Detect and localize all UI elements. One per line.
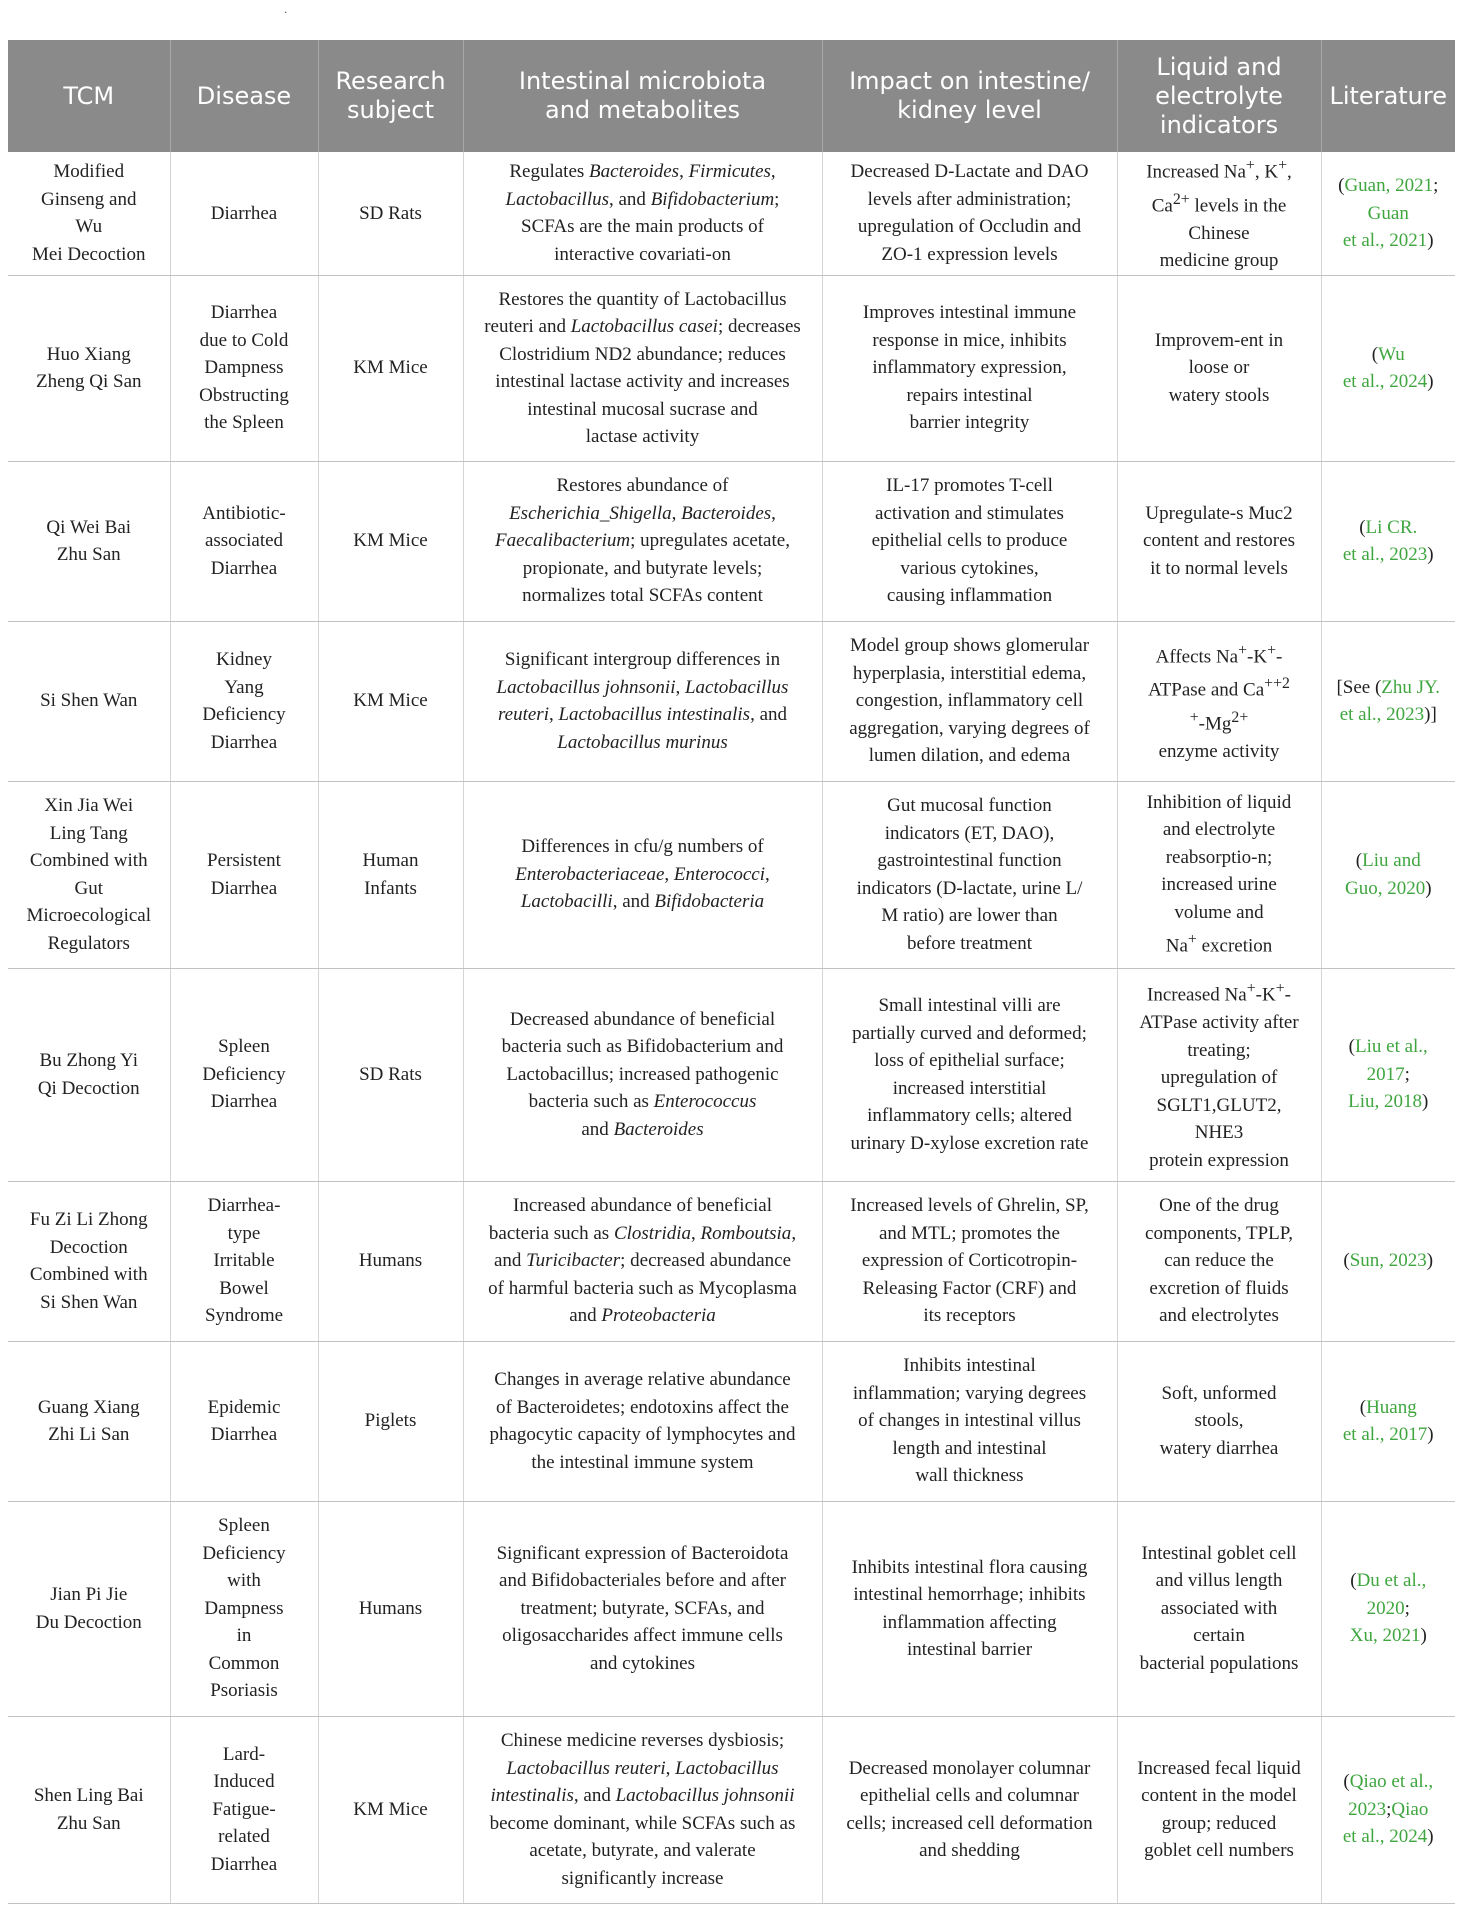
cell-subject: Humans bbox=[318, 1181, 463, 1341]
cell-tcm: Huo Xiang Zheng Qi San bbox=[8, 275, 170, 461]
cell-tcm: Jian Pi Jie Du Decoction bbox=[8, 1501, 170, 1716]
cell-disease: Persistent Diarrhea bbox=[170, 781, 318, 968]
literature-link[interactable]: et al., 2017 bbox=[1342, 1424, 1428, 1446]
cell-tcm: Guang Xiang Zhi Li San bbox=[8, 1341, 170, 1501]
literature-link[interactable]: Wu bbox=[1378, 343, 1405, 365]
header-research-subject: Research subject bbox=[318, 40, 463, 152]
cell-microbiota: Significant intergroup differences in Lactobacillus johnsonii, Lactobacillus reuteri, Lactobacillus intestinalis, and Lactobacillus murinus bbox=[463, 621, 822, 781]
cell-microbiota: Differences in cfu/g numbers of Enterobacteriaceae, Enterococci, Lactobacilli, and Bifidobacteria bbox=[463, 781, 822, 968]
literature-link[interactable]: et al., 2023 bbox=[1339, 704, 1425, 726]
literature-link[interactable]: Du et al., bbox=[1356, 1570, 1427, 1592]
cell-liquid: Increased Na+, K+, $Ca^{2+}$ levels in the Chinese medicine group bbox=[1117, 152, 1321, 275]
cell-literature: (Liu et al., 2017; Liu, 2018) bbox=[1321, 968, 1455, 1181]
stray-dot: . bbox=[284, 2, 288, 16]
table-row bbox=[8, 1341, 1455, 1501]
header-liquid-indicators: Liquid and electrolyte indicators bbox=[1117, 40, 1321, 152]
cell-disease: Diarrhea bbox=[170, 152, 318, 275]
cell-tcm: Qi Wei Bai Zhu San bbox=[8, 461, 170, 621]
cell-microbiota: Decreased abundance of beneficial bacteria such as Bifidobacterium and Lactobacillus; increased pathogenic bacteria such as Enterococcus and Bacteroides bbox=[463, 968, 822, 1181]
cell-impact: Inhibits intestinal inflammation; varying degrees of changes in intestinal villus length and intestinal wall thickness bbox=[822, 1341, 1117, 1501]
literature-link[interactable]: Liu et al., bbox=[1355, 1036, 1428, 1058]
cell-subject: Humans bbox=[318, 1501, 463, 1716]
cell-tcm: Bu Zhong Yi Qi Decoction bbox=[8, 968, 170, 1181]
cell-liquid: Intestinal goblet cell and villus length associated with certain bacterial populations bbox=[1117, 1501, 1321, 1716]
cell-literature: (Guan, 2021; Guan et al., 2021) bbox=[1321, 152, 1455, 275]
literature-link[interactable]: et al., 2024 bbox=[1342, 371, 1428, 393]
cell-literature: (Li CR. et al., 2023) bbox=[1321, 461, 1455, 621]
cell-subject: SD Rats bbox=[318, 968, 463, 1181]
header-impact: Impact on intestine/ kidney level bbox=[822, 40, 1117, 152]
cell-impact: Improves intestinal immune response in mice, inhibits inflammatory expression, repairs intestinal barrier integrity bbox=[822, 275, 1117, 461]
cell-liquid: One of the drug components, TPLP, can reduce the excretion of fluids and electrolytes bbox=[1117, 1181, 1321, 1341]
cell-liquid: Inhibition of liquid and electrolyte reabsorptio-n; increased urine volume and Na+ excretion bbox=[1117, 781, 1321, 968]
cell-literature: (Liu and Guo, 2020) bbox=[1321, 781, 1455, 968]
table-row bbox=[8, 275, 1455, 461]
cell-subject: KM Mice bbox=[318, 1716, 463, 1903]
cell-impact: Decreased monolayer columnar epithelial cells and columnar cells; increased cell deformation and shedding bbox=[822, 1716, 1117, 1903]
literature-link[interactable]: Li CR. bbox=[1365, 516, 1418, 538]
literature-link[interactable]: et al., 2021 bbox=[1342, 230, 1428, 252]
cell-impact: IL-17 promotes T-cell activation and stimulates epithelial cells to produce various cytokines, causing inflammation bbox=[822, 461, 1117, 621]
cell-liquid: Upregulate-s Muc2 content and restores it to normal levels bbox=[1117, 461, 1321, 621]
table-row bbox=[8, 152, 1455, 275]
cell-microbiota: Changes in average relative abundance of Bacteroidetes; endotoxins affect the phagocytic capacity of lymphocytes and the intestinal immune system bbox=[463, 1341, 822, 1501]
cell-disease: Spleen Deficiency with Dampness in Common Psoriasis bbox=[170, 1501, 318, 1716]
cell-subject: KM Mice bbox=[318, 461, 463, 621]
cell-tcm: Si Shen Wan bbox=[8, 621, 170, 781]
cell-literature: (Qiao et al., 2023;Qiao et al., 2024) bbox=[1321, 1716, 1455, 1903]
cell-microbiota: Significant expression of Bacteroidota and Bifidobacteriales before and after treatment; butyrate, SCFAs, and oligosaccharides affect immune cells and cytokines bbox=[463, 1501, 822, 1716]
header-row bbox=[8, 40, 1455, 152]
cell-impact: Inhibits intestinal flora causing intestinal hemorrhage; inhibits inflammation affecting intestinal barrier bbox=[822, 1501, 1117, 1716]
cell-literature: (Wu et al., 2024) bbox=[1321, 275, 1455, 461]
cell-tcm: Fu Zi Li Zhong Decoction Combined with Si Shen Wan bbox=[8, 1181, 170, 1341]
literature-link[interactable]: et al., 2024 bbox=[1342, 1826, 1428, 1848]
cell-disease: Epidemic Diarrhea bbox=[170, 1341, 318, 1501]
cell-liquid: Increased fecal liquid content in the model group; reduced goblet cell numbers bbox=[1117, 1716, 1321, 1903]
header-microbiota: Intestinal microbiota and metabolites bbox=[463, 40, 822, 152]
literature-link[interactable]: Zhu JY. bbox=[1381, 676, 1441, 698]
cell-literature: (Du et al., 2020; Xu, 2021) bbox=[1321, 1501, 1455, 1716]
table-row bbox=[8, 621, 1455, 781]
header-tcm: TCM bbox=[8, 40, 170, 152]
table-row bbox=[8, 1501, 1455, 1716]
cell-microbiota: Chinese medicine reverses dysbiosis; Lactobacillus reuteri, Lactobacillus intestinalis, and Lactobacillus johnsonii become dominant, while SCFAs such as acetate, butyrate, and valerate significantly increase bbox=[463, 1716, 822, 1903]
cell-microbiota: Increased abundance of beneficial bacteria such as Clostridia, Romboutsia, and Turicibacter; decreased abundance of harmful bacteria such as Mycoplasma and Proteobacteria bbox=[463, 1181, 822, 1341]
table-row bbox=[8, 1181, 1455, 1341]
cell-disease: Lard- Induced Fatigue- related Diarrhea bbox=[170, 1716, 318, 1903]
cell-microbiota: Regulates Bacteroides, Firmicutes, Lactobacillus, and Bifidobacterium; SCFAs are the main products of interactive covariati-on bbox=[463, 152, 822, 275]
cell-microbiota: Restores abundance of Escherichia_Shigella, Bacteroides, Faecalibacterium; upregulates acetate, propionate, and butyrate levels; normalizes total SCFAs content bbox=[463, 461, 822, 621]
literature-link[interactable]: Qiao bbox=[1391, 1798, 1429, 1820]
tcm-table bbox=[8, 40, 1455, 1904]
cell-subject: KM Mice bbox=[318, 275, 463, 461]
table-row bbox=[8, 1716, 1455, 1903]
cell-impact: Small intestinal villi are partially curved and deformed; loss of epithelial surface; increased interstitial inflammatory cells; altered urinary D-xylose excretion rate bbox=[822, 968, 1117, 1181]
cell-liquid: Affects Na+-K+- ATPase and $Ca^{++2}$ $^+-Mg^{2+}$ enzyme activity bbox=[1117, 621, 1321, 781]
cell-disease: Kidney Yang Deficiency Diarrhea bbox=[170, 621, 318, 781]
cell-impact: Increased levels of Ghrelin, SP, and MTL; promotes the expression of Corticotropin- Releasing Factor (CRF) and its receptors bbox=[822, 1181, 1117, 1341]
header-disease: Disease bbox=[170, 40, 318, 152]
cell-disease: Spleen Deficiency Diarrhea bbox=[170, 968, 318, 1181]
cell-liquid: Improvem-ent in loose or watery stools bbox=[1117, 275, 1321, 461]
cell-subject: Piglets bbox=[318, 1341, 463, 1501]
cell-literature: (Huang et al., 2017) bbox=[1321, 1341, 1455, 1501]
literature-link[interactable]: et al., 2023 bbox=[1342, 544, 1428, 566]
cell-tcm: Shen Ling Bai Zhu San bbox=[8, 1716, 170, 1903]
cell-literature: [See (Zhu JY. et al., 2023)] bbox=[1321, 621, 1455, 781]
literature-link[interactable]: 2023 bbox=[1348, 1798, 1387, 1820]
table-row bbox=[8, 781, 1455, 968]
literature-link[interactable]: Guan, 2021 bbox=[1344, 175, 1434, 197]
table-row bbox=[8, 461, 1455, 621]
cell-disease: Diarrhea- type Irritable Bowel Syndrome bbox=[170, 1181, 318, 1341]
literature-link[interactable]: 2017 bbox=[1366, 1063, 1405, 1085]
literature-link[interactable]: Liu, 2018 bbox=[1348, 1091, 1423, 1113]
cell-impact: Gut mucosal function indicators (ET, DAO), gastrointestinal function indicators (D-lactate, urine L/ M ratio) are lower than before treatment bbox=[822, 781, 1117, 968]
cell-tcm: Modified Ginseng and Wu Mei Decoction bbox=[8, 152, 170, 275]
literature-link[interactable]: Huang bbox=[1366, 1396, 1417, 1418]
literature-link[interactable]: Qiao et al., bbox=[1349, 1771, 1434, 1793]
literature-link[interactable]: Xu, 2021 bbox=[1349, 1625, 1421, 1647]
literature-link[interactable]: Sun, 2023 bbox=[1349, 1250, 1427, 1272]
cell-impact: Model group shows glomerular hyperplasia, interstitial edema, congestion, inflammatory cell aggregation, varying degrees of lumen dilation, and edema bbox=[822, 621, 1117, 781]
literature-link[interactable]: Guo, 2020 bbox=[1344, 877, 1426, 899]
cell-subject: SD Rats bbox=[318, 152, 463, 275]
cell-subject: KM Mice bbox=[318, 621, 463, 781]
literature-link[interactable]: Guan bbox=[1367, 202, 1409, 224]
table-row bbox=[8, 968, 1455, 1181]
header-literature: Literature bbox=[1321, 40, 1455, 152]
cell-liquid: Increased Na+-K+- ATPase activity after treating; upregulation of SGLT1,GLUT2, NHE3 protein expression bbox=[1117, 968, 1321, 1181]
cell-disease: Antibiotic- associated Diarrhea bbox=[170, 461, 318, 621]
cell-microbiota: Restores the quantity of Lactobacillus reuteri and Lactobacillus casei; decreases Clostridium ND2 abundance; reduces intestinal lactase activity and increases intestinal mucosal sucrase and lactase activity bbox=[463, 275, 822, 461]
cell-disease: Diarrhea due to Cold Dampness Obstructing the Spleen bbox=[170, 275, 318, 461]
cell-tcm: Xin Jia Wei Ling Tang Combined with Gut Microecological Regulators bbox=[8, 781, 170, 968]
cell-liquid: Soft, unformed stools, watery diarrhea bbox=[1117, 1341, 1321, 1501]
cell-subject: Human Infants bbox=[318, 781, 463, 968]
literature-link[interactable]: Liu and bbox=[1362, 850, 1421, 872]
literature-link[interactable]: 2020 bbox=[1366, 1597, 1405, 1619]
cell-literature: (Sun, 2023) bbox=[1321, 1181, 1455, 1341]
cell-impact: Decreased D-Lactate and DAO levels after administration; upregulation of Occludin and ZO-1 expression levels bbox=[822, 152, 1117, 275]
